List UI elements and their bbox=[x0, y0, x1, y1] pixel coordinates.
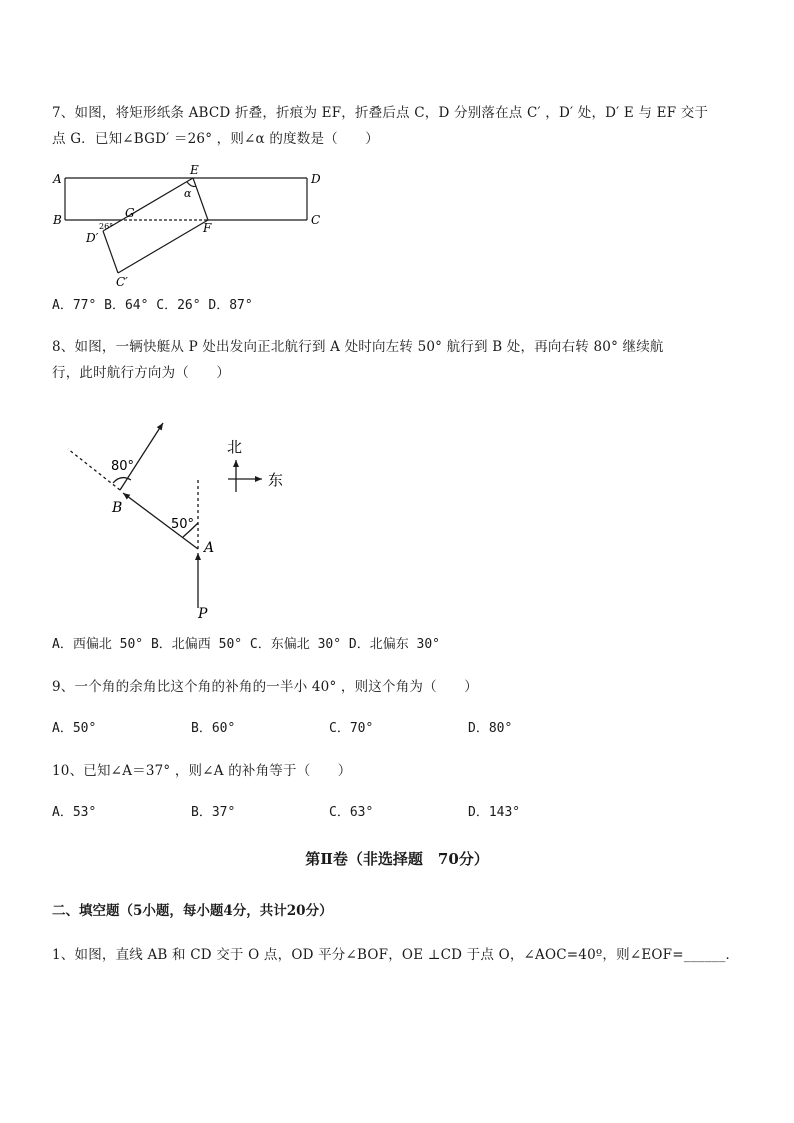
section-fill-blank-heading: 二、填空题（5小题，每小题4分，共计20分） bbox=[52, 903, 333, 919]
q7-label-B: B bbox=[53, 213, 62, 227]
q7-label-Cp: C′ bbox=[116, 275, 128, 289]
q9-text: 9、一个角的余角比这个角的补角的一半小 40° ，则这个角为（ ） bbox=[52, 679, 478, 695]
q8-arc-50 bbox=[183, 523, 198, 537]
q7-label-A: A bbox=[53, 172, 62, 186]
q7-label-F: F bbox=[203, 221, 212, 235]
q7-text-line2: 点 G．已知∠BGD′ ＝26° ，则∠α 的度数是（ ） bbox=[52, 131, 379, 147]
q7-options: A．77° B．64° C．26° D．87° bbox=[52, 298, 253, 313]
q8-label-50deg: 50° bbox=[171, 517, 195, 532]
fill-q1-text: 1、如图，直线 AB 和 CD 交于 O 点，OD 平分∠BOF，OE ⊥CD 于点 O，∠AOC=40º，则∠EOF=______． bbox=[52, 947, 740, 963]
q8-path-B-next bbox=[120, 423, 163, 490]
q8-path-AB bbox=[123, 493, 198, 549]
q8-text-line2: 行，此时航行方向为（ ） bbox=[52, 365, 231, 381]
q8-label-north: 北 bbox=[227, 438, 243, 456]
q7-label-26deg: 26° bbox=[99, 222, 114, 231]
q7-edge-EDp bbox=[103, 178, 193, 231]
part2-title: 第Ⅱ卷（非选择题 70分） bbox=[305, 850, 489, 868]
q7-label-alpha: α bbox=[184, 187, 192, 200]
q9-option-c: C．70° bbox=[329, 721, 374, 736]
q8-options: A．西偏北 50° B．北偏西 50° C．东偏北 30° D．北偏东 30° bbox=[52, 637, 441, 652]
q10-option-c: C．63° bbox=[329, 805, 374, 820]
q8-arc-80 bbox=[113, 478, 131, 483]
q7-label-G: G bbox=[125, 206, 135, 220]
q7-text-line1: 7、如图，将矩形纸条 ABCD 折叠，折痕为 EF，折叠后点 C，D 分别落在点 C′ ，D′ 处，D′ E 与 EF 交于 bbox=[52, 105, 709, 121]
q8-label-east: 东 bbox=[268, 471, 284, 489]
q8-label-B: B bbox=[112, 500, 123, 516]
q8-label-A: A bbox=[204, 540, 215, 556]
q10-text: 10、已知∠A＝37° ，则∠A 的补角等于（ ） bbox=[52, 763, 352, 779]
q10-option-b: B．37° bbox=[191, 805, 236, 820]
q7-label-C: C bbox=[311, 213, 321, 227]
q7-label-Dp: D′ bbox=[86, 231, 99, 245]
q7-label-E: E bbox=[190, 163, 199, 177]
q10-option-d: D．143° bbox=[468, 805, 521, 820]
q9-option-b: B．60° bbox=[191, 721, 236, 736]
q7-edge-DpCp bbox=[103, 231, 118, 273]
q9-option-a: A．50° bbox=[52, 721, 97, 736]
q8-label-80deg: 80° bbox=[111, 459, 135, 474]
q9-option-d: D．80° bbox=[468, 721, 513, 736]
q8-extension-dashed-B bbox=[68, 449, 120, 490]
q10-option-a: A．53° bbox=[52, 805, 97, 820]
q7-label-D: D bbox=[311, 172, 321, 186]
q7-edge-CpF bbox=[118, 220, 208, 273]
q7-edge-EF bbox=[193, 178, 208, 220]
q8-text-line1: 8、如图，一辆快艇从 P 处出发向正北航行到 A 处时向左转 50° 航行到 B 处，再向右转 80° 继续航 bbox=[52, 339, 664, 355]
q8-label-P: P bbox=[198, 606, 208, 622]
q7-alpha-arc bbox=[187, 182, 196, 187]
